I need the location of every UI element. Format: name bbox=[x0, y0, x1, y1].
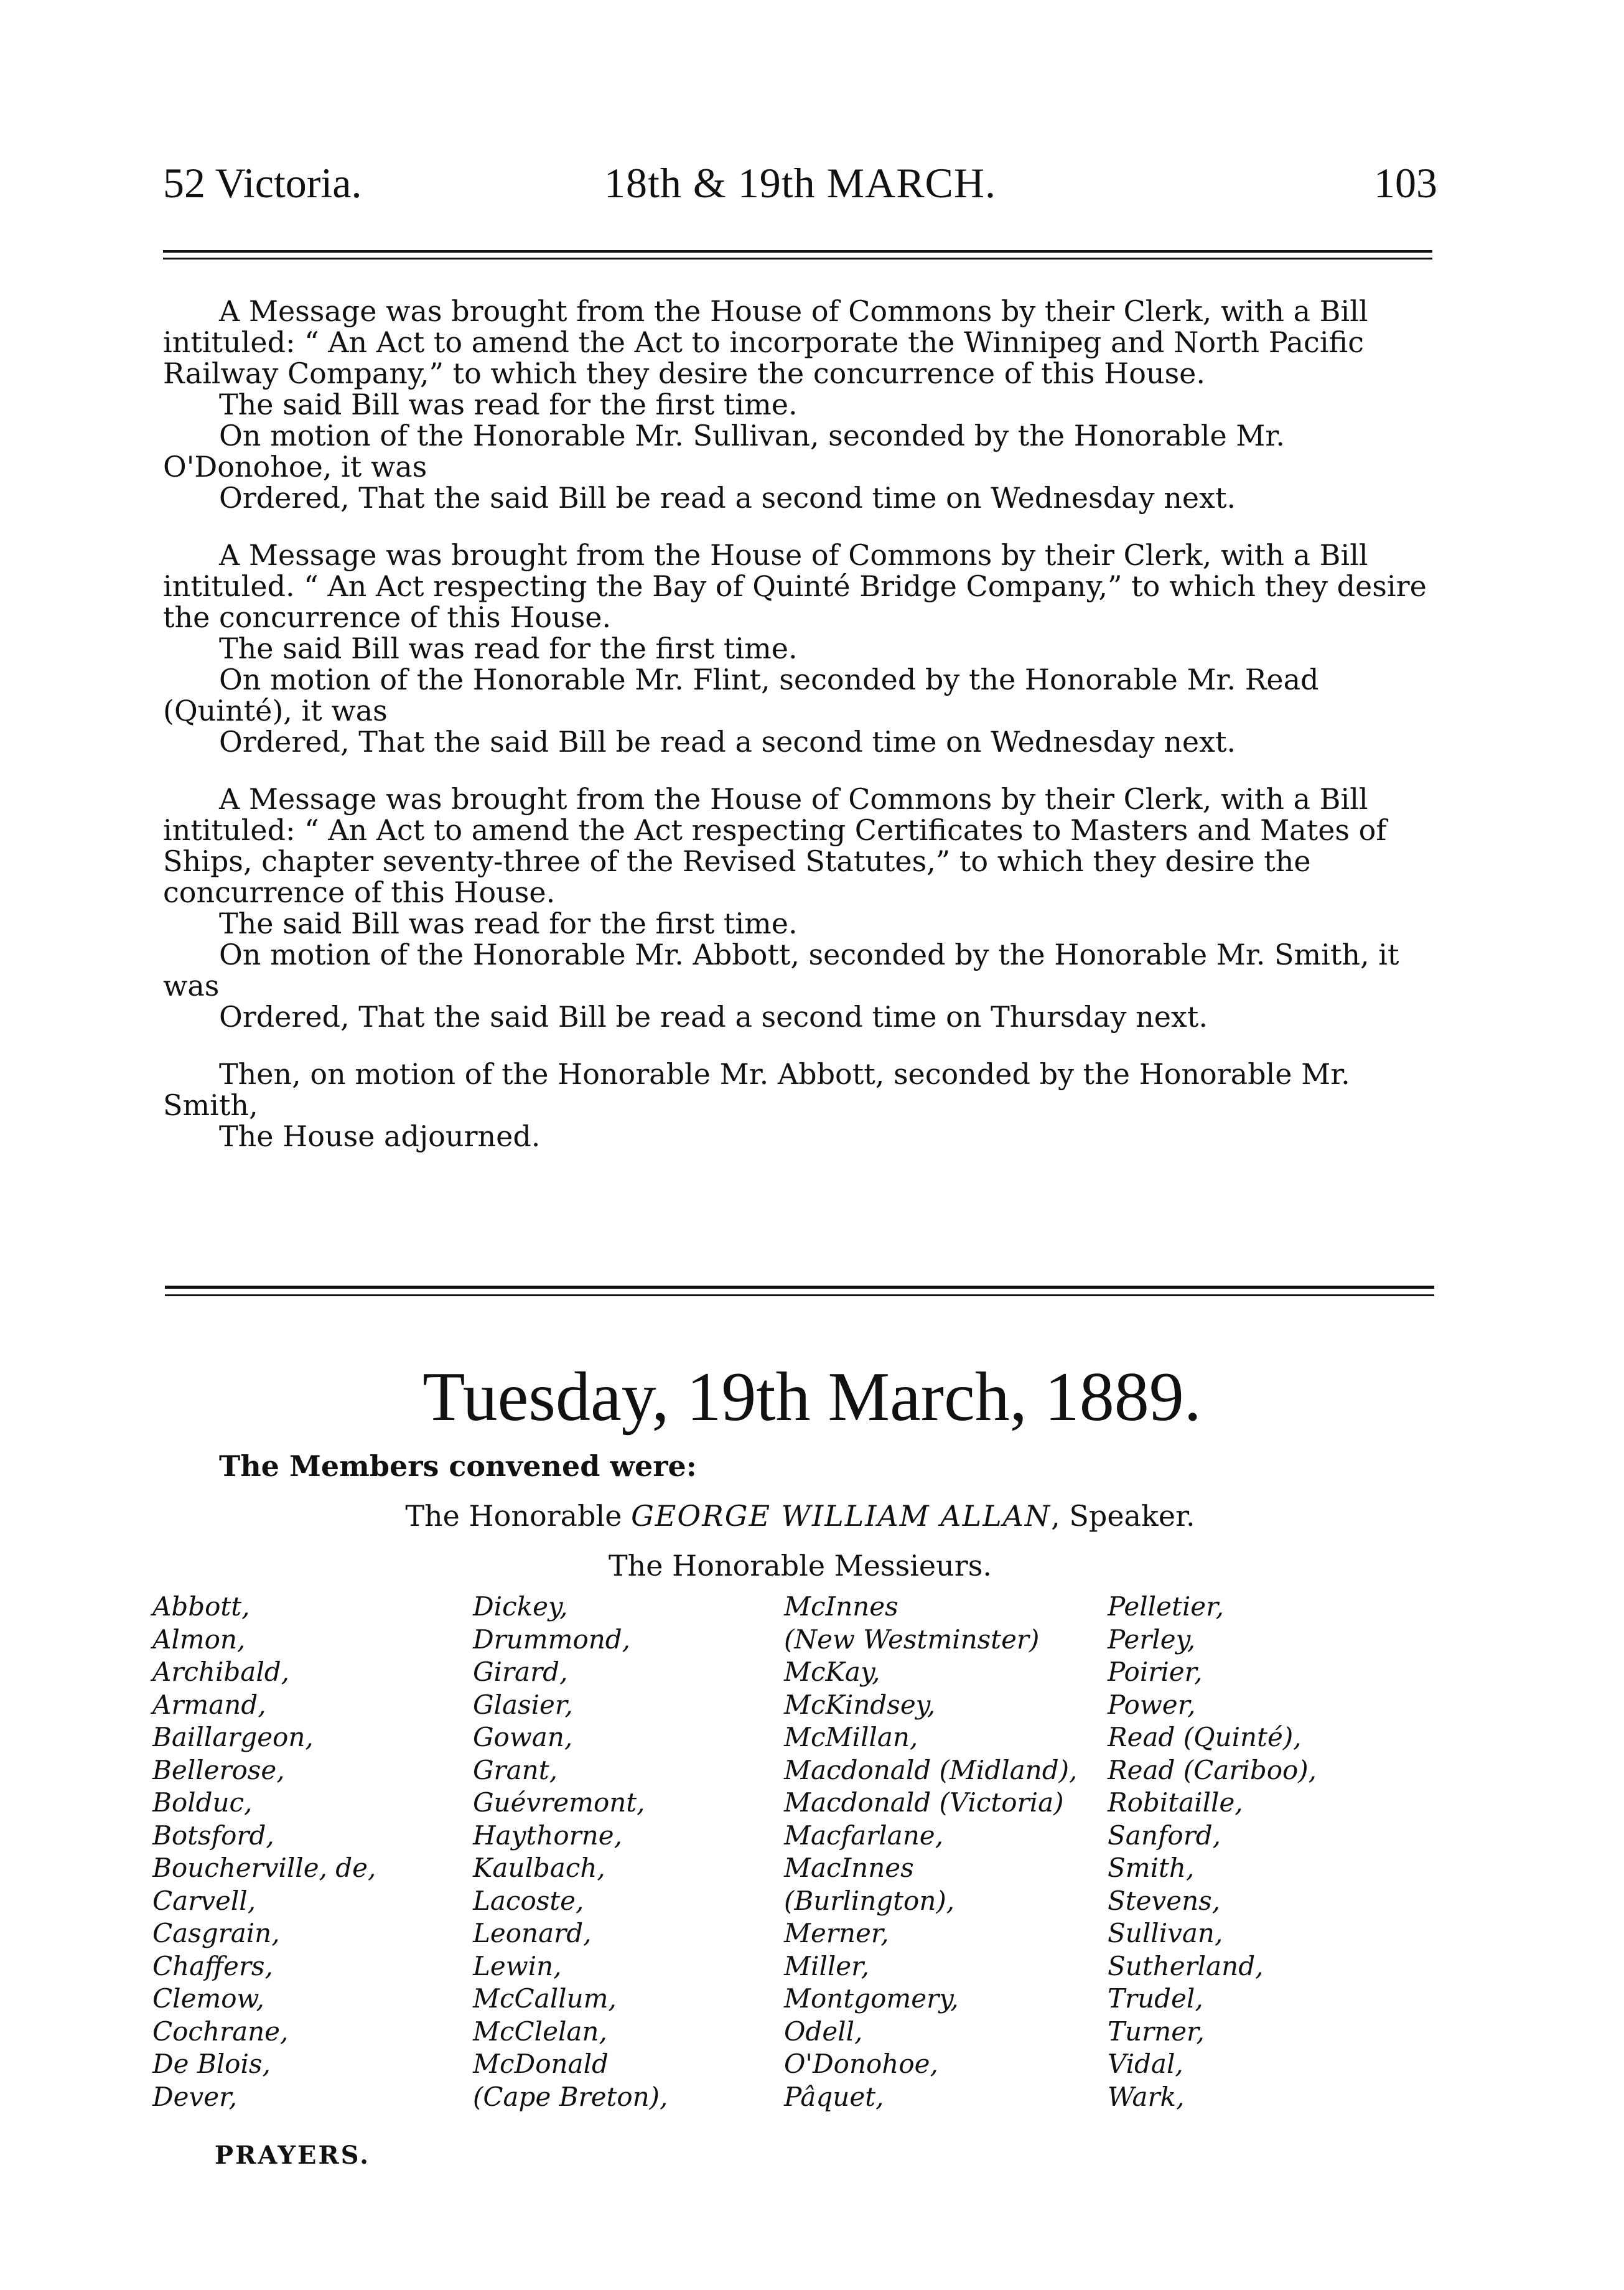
member-name: Clemow, bbox=[152, 1983, 264, 2014]
member-name: Macdonald (Victoria) bbox=[784, 1787, 1064, 1818]
member-name: Lacoste, bbox=[473, 1885, 584, 1916]
member-name: Guévremont, bbox=[473, 1787, 645, 1818]
member-name: Bolduc, bbox=[152, 1787, 253, 1818]
member-name: Read (Quinté), bbox=[1108, 1722, 1302, 1752]
member-name: Pelletier, bbox=[1108, 1591, 1224, 1622]
member-name: Pâquet, bbox=[784, 2081, 884, 2112]
member-name: Robitaille, bbox=[1108, 1787, 1243, 1818]
member-name: Read (Cariboo), bbox=[1108, 1754, 1317, 1785]
member-name: Dickey, bbox=[473, 1591, 568, 1622]
member-name: McDonald bbox=[473, 2049, 609, 2079]
section-rule-bottom bbox=[165, 1294, 1434, 1296]
member-name: Cochrane, bbox=[152, 2016, 289, 2047]
member-name: Lewin, bbox=[473, 1950, 562, 1981]
member-name: Boucherville, de, bbox=[152, 1853, 376, 1883]
member-name: Macdonald (Midland), bbox=[784, 1754, 1078, 1785]
messieurs-heading: The Honorable Messieurs. bbox=[608, 1549, 992, 1582]
member-name: Wark, bbox=[1108, 2081, 1185, 2112]
motion: On motion of the Honorable Mr. Abbott, seconded by the Honorable Mr. Smith, it was bbox=[163, 938, 1399, 1002]
header-rule-top bbox=[163, 250, 1432, 253]
member-name: Miller, bbox=[784, 1950, 869, 1981]
member-name: Girard, bbox=[473, 1657, 568, 1687]
member-name: McMillan, bbox=[784, 1722, 918, 1752]
speaker-suffix: , Speaker. bbox=[1051, 1499, 1195, 1533]
member-name: Almon, bbox=[152, 1624, 246, 1655]
member-name: O'Donohoe, bbox=[784, 2049, 938, 2079]
member-name: Drummond, bbox=[473, 1624, 631, 1655]
member-name: Turner, bbox=[1108, 2016, 1205, 2047]
adjournment-result: The House adjourned. bbox=[219, 1119, 541, 1153]
member-name: Baillargeon, bbox=[152, 1722, 314, 1752]
first-reading: The said Bill was read for the first time. bbox=[219, 907, 798, 940]
member-name: Armand, bbox=[152, 1689, 266, 1720]
member-name: Dever, bbox=[152, 2081, 237, 2112]
members-column-1 bbox=[152, 1591, 376, 2113]
member-name: Sutherland, bbox=[1108, 1950, 1264, 1981]
member-name: Power, bbox=[1108, 1689, 1196, 1720]
members-convened: The Members convened were: bbox=[219, 1449, 697, 1483]
adjournment-motion: Then, on motion of the Honorable Mr. Abbott, seconded by the Honorable Mr. Smith, bbox=[163, 1057, 1350, 1122]
speaker-name: GEORGE WILLIAM ALLAN bbox=[631, 1499, 1052, 1533]
day-title: Tuesday, 19th March, 1889. bbox=[422, 1358, 1202, 1436]
member-name: Perley, bbox=[1108, 1624, 1196, 1655]
first-reading: The said Bill was read for the first time. bbox=[219, 632, 798, 665]
running-head bbox=[163, 159, 1437, 233]
order: Ordered, That the said Bill be read a second time on Wednesday next. bbox=[219, 481, 1236, 515]
message-paragraph: A Message was brought from the House of Commons by their Clerk, with a Bill intituled. “ An Act respecting the Bay of Quinté Bridge Company,” to which they desire the concurrence of this House. bbox=[163, 538, 1427, 634]
member-name: (Cape Breton), bbox=[473, 2081, 668, 2112]
proceedings-march-18 bbox=[163, 296, 1437, 1152]
members-column-4 bbox=[1108, 1591, 1317, 2113]
members-column-2 bbox=[473, 1591, 668, 2113]
order: Ordered, That the said Bill be read a second time on Wednesday next. bbox=[219, 725, 1236, 759]
member-name: Smith, bbox=[1108, 1853, 1195, 1883]
header-session: 52 Victoria. bbox=[163, 159, 362, 207]
member-name: Sanford, bbox=[1108, 1820, 1221, 1851]
member-name: De Blois, bbox=[152, 2049, 271, 2079]
member-name: Odell, bbox=[784, 2016, 863, 2047]
member-name: Trudel, bbox=[1108, 1983, 1203, 2014]
speaker-prefix: The Honorable bbox=[405, 1499, 622, 1533]
member-name: Haythorne, bbox=[473, 1820, 622, 1851]
section-rule-top bbox=[165, 1286, 1434, 1289]
member-name: Merner, bbox=[784, 1918, 889, 1948]
member-name: Botsford, bbox=[152, 1820, 274, 1851]
member-name: (Burlington), bbox=[784, 1885, 955, 1916]
member-name: Macfarlane, bbox=[784, 1820, 943, 1851]
member-name: Gowan, bbox=[473, 1722, 573, 1752]
members-column-3 bbox=[784, 1591, 1077, 2113]
member-name: Abbott, bbox=[152, 1591, 250, 1622]
first-reading: The said Bill was read for the first time. bbox=[219, 388, 798, 421]
message-paragraph: A Message was brought from the House of Commons by their Clerk, with a Bill intituled: “ An Act to amend the Act to incorporate the Winnipeg and North Pacific Railway Company,” to which they desire the concurrence of this House. bbox=[163, 294, 1368, 390]
member-name: Bellerose, bbox=[152, 1754, 285, 1785]
speaker-line bbox=[163, 1500, 1437, 1532]
member-name: Montgomery, bbox=[784, 1983, 959, 2014]
member-name: Grant, bbox=[473, 1754, 558, 1785]
member-name: MacInnes bbox=[784, 1853, 914, 1883]
member-name: Chaffers, bbox=[152, 1950, 273, 1981]
member-name: Archibald, bbox=[152, 1657, 290, 1687]
member-name: Sullivan, bbox=[1108, 1918, 1223, 1948]
motion: On motion of the Honorable Mr. Flint, seconded by the Honorable Mr. Read (Quinté), it was bbox=[163, 663, 1319, 727]
members-list bbox=[152, 1591, 1428, 2138]
member-name: Poirier, bbox=[1108, 1657, 1203, 1687]
member-name: McClelan, bbox=[473, 2016, 607, 2047]
page-number: 103 bbox=[1374, 159, 1437, 207]
order: Ordered, That the said Bill be read a second time on Thursday next. bbox=[219, 1000, 1208, 1034]
member-name: McKay, bbox=[784, 1657, 880, 1687]
header-dates: 18th & 19th MARCH. bbox=[604, 159, 997, 207]
prayers: PRAYERS. bbox=[215, 2141, 371, 2170]
member-name: Casgrain, bbox=[152, 1918, 280, 1948]
header-rule-bottom bbox=[163, 258, 1432, 259]
message-paragraph: A Message was brought from the House of Commons by their Clerk, with a Bill intituled: “ An Act to amend the Act respecting Certificates to Masters and Mates of Ships, chapter seventy-three of the Revised Statutes,” to which they desire the concurrence of this House. bbox=[163, 782, 1387, 909]
member-name: Glasier, bbox=[473, 1689, 573, 1720]
member-name: Vidal, bbox=[1108, 2049, 1183, 2079]
member-name: Kaulbach, bbox=[473, 1853, 605, 1883]
member-name: Stevens, bbox=[1108, 1885, 1221, 1916]
member-name: McCallum, bbox=[473, 1983, 617, 2014]
member-name: Leonard, bbox=[473, 1918, 592, 1948]
member-name: McInnes bbox=[784, 1591, 898, 1622]
member-name: (New Westminster) bbox=[784, 1624, 1040, 1655]
member-name: Carvell, bbox=[152, 1885, 256, 1916]
member-name: McKindsey, bbox=[784, 1689, 936, 1720]
motion: On motion of the Honorable Mr. Sullivan, seconded by the Honorable Mr. O'Donohoe, it was bbox=[163, 419, 1285, 484]
